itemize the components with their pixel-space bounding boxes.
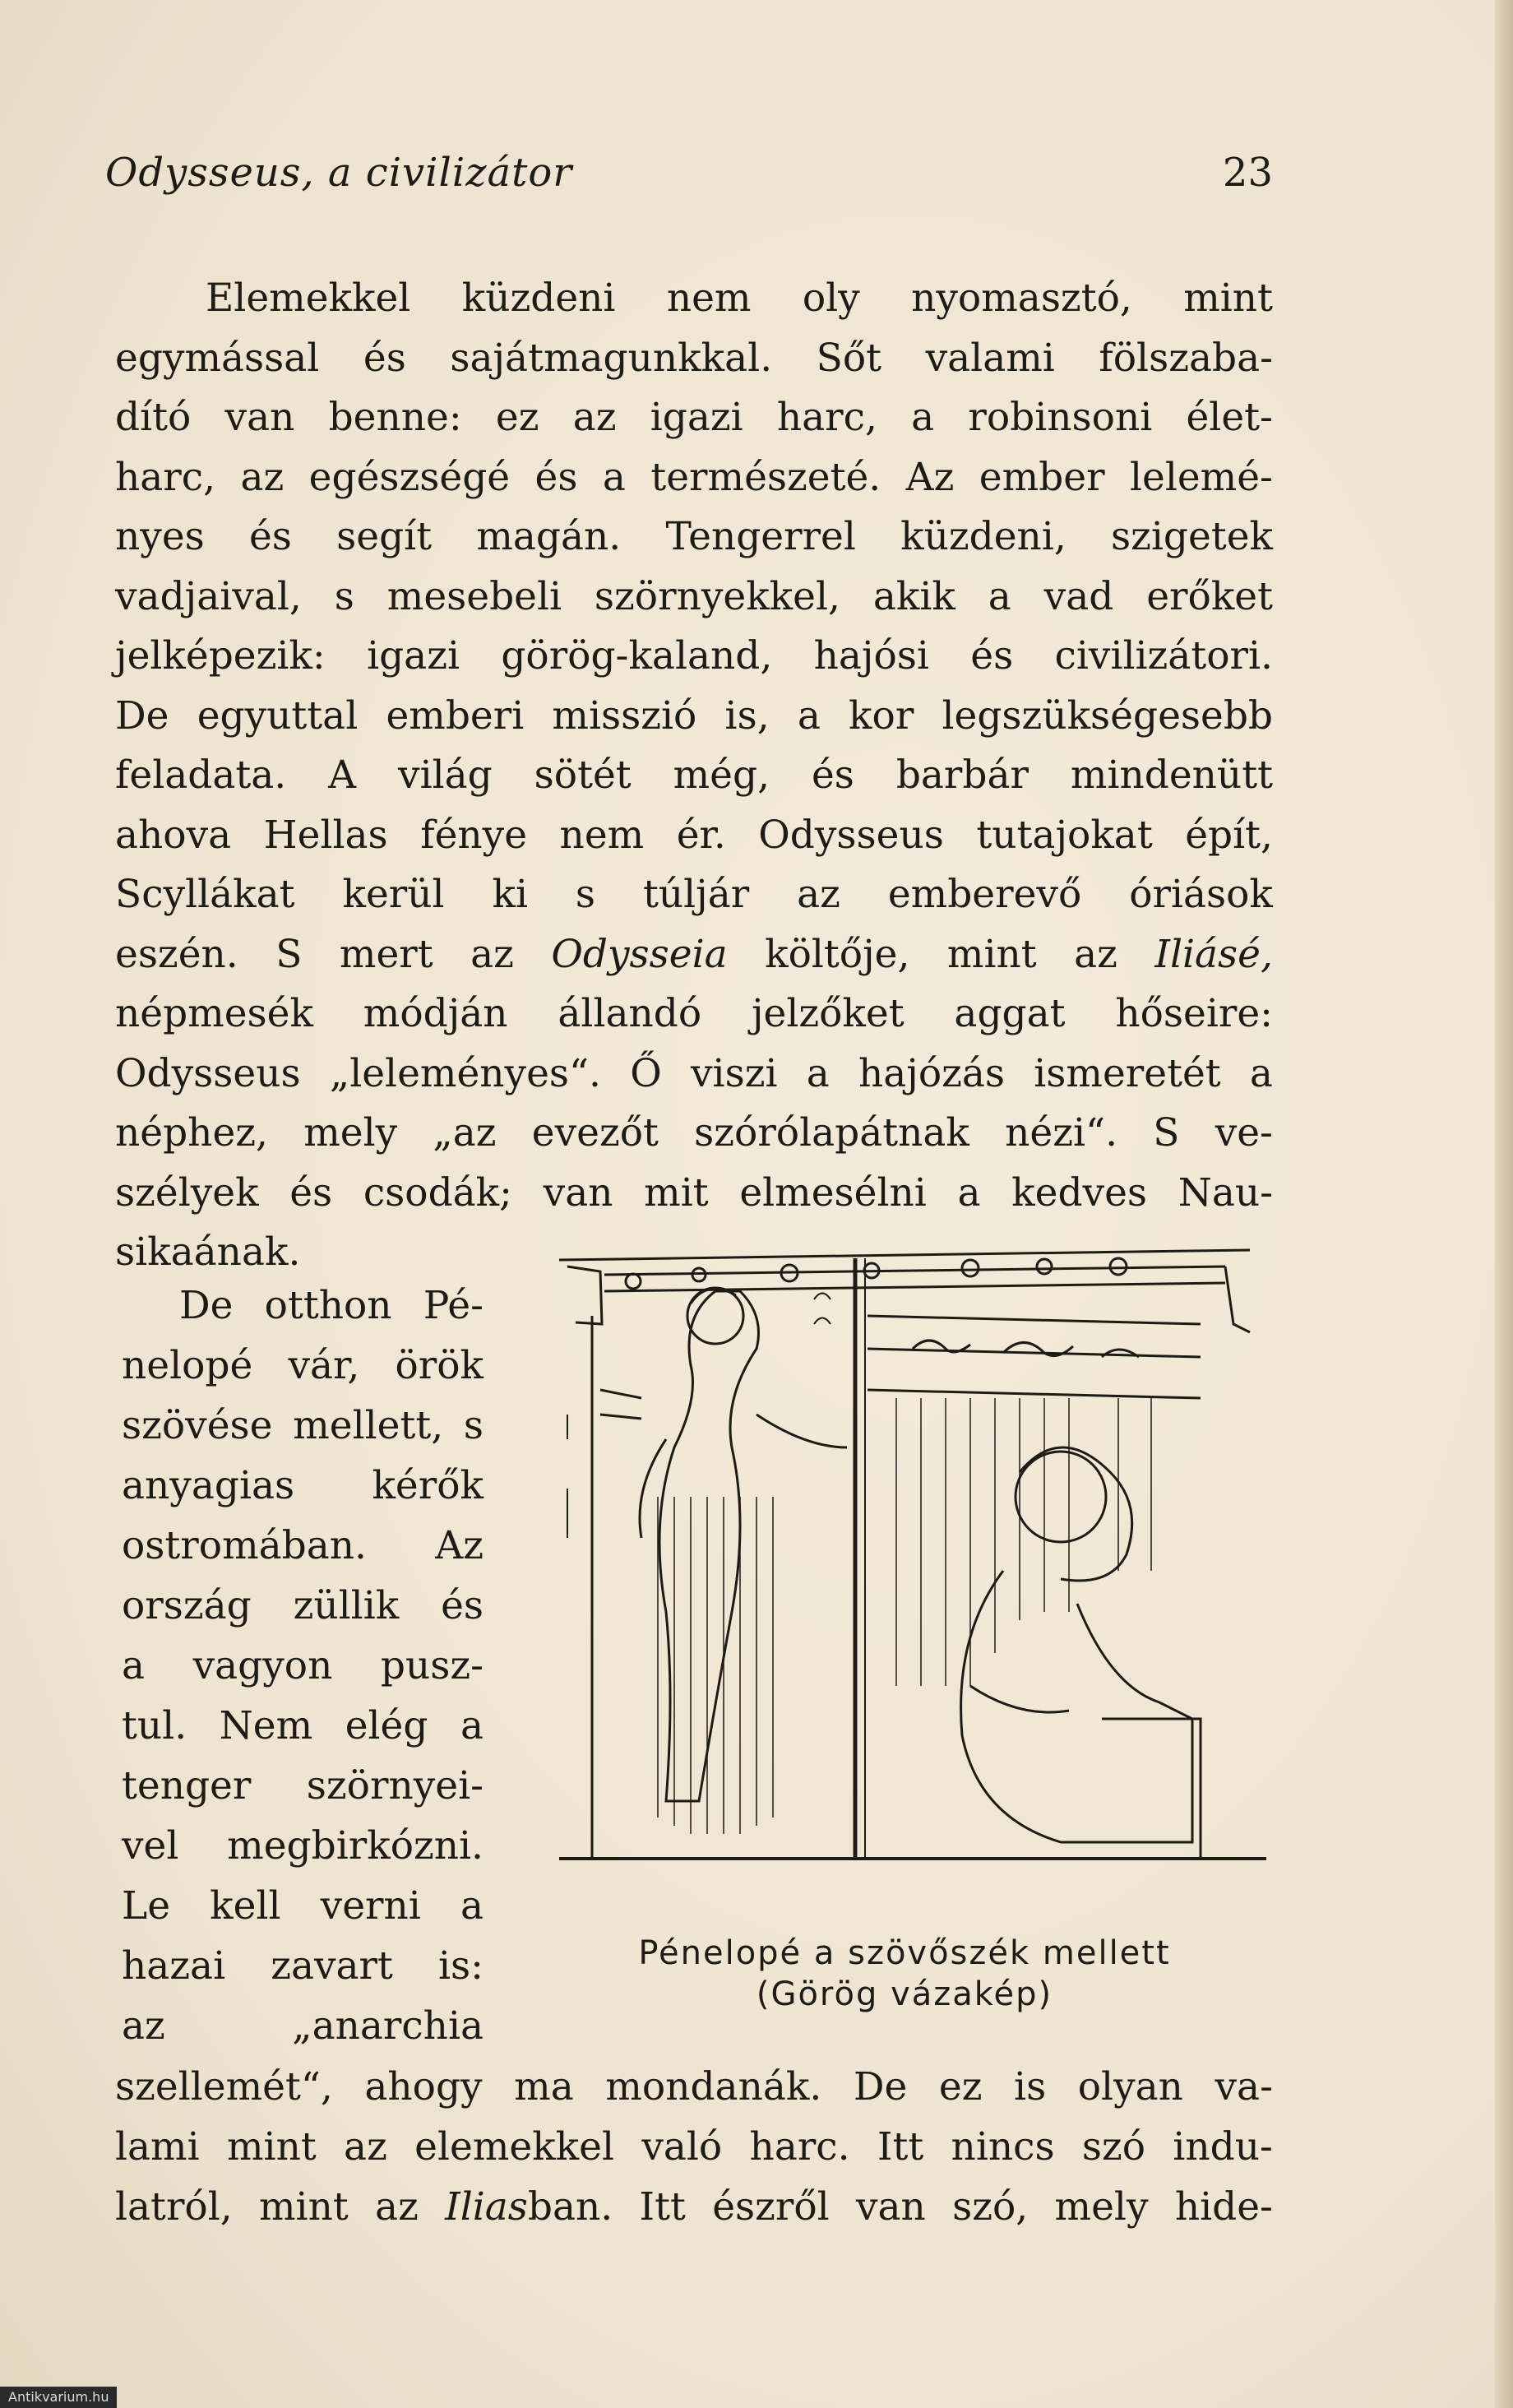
word: olyan <box>1077 2064 1183 2109</box>
word: küzdeni <box>461 276 616 321</box>
word: Itt <box>639 2184 686 2230</box>
word: Scyllákat <box>115 872 295 917</box>
word: viszi <box>690 1051 778 1096</box>
word: Odysseus <box>115 1051 301 1096</box>
word: az <box>344 2124 387 2170</box>
word: a <box>602 455 626 500</box>
word: Hellas <box>263 813 388 858</box>
word: tutajokat <box>976 813 1153 858</box>
word: épít, <box>1185 813 1273 858</box>
word: sötét <box>534 752 632 798</box>
word: megbirkózni. <box>227 1823 484 1869</box>
word: erőket <box>1146 574 1273 619</box>
word: módján <box>363 991 508 1036</box>
word: szó, <box>952 2184 1029 2230</box>
word: lami <box>115 2124 200 2170</box>
word: szórólapátnak <box>694 1110 969 1155</box>
word: vadjaival, <box>115 574 302 619</box>
word: magán. <box>476 514 622 559</box>
word: küzdeni, <box>900 514 1067 559</box>
text-line <box>179 1279 484 1333</box>
text-line <box>122 1879 484 1933</box>
word: kell <box>210 1883 281 1929</box>
word: örök <box>395 1343 484 1388</box>
word: van <box>543 1170 613 1216</box>
word: a <box>122 1643 146 1688</box>
text-line <box>115 2180 1273 2234</box>
word: Tengerrel <box>665 514 856 559</box>
word: a <box>797 693 821 739</box>
word: zavart <box>271 1943 393 1989</box>
figure-caption <box>567 1933 1242 2015</box>
word: Itt <box>877 2124 924 2170</box>
word: hajósi <box>813 633 929 678</box>
word: szörnyei- <box>306 1763 484 1808</box>
word: szigetek <box>1111 514 1273 559</box>
word: népmesék <box>115 991 313 1036</box>
word: szellemét“, <box>115 2064 333 2109</box>
word: egyuttal <box>197 693 359 739</box>
word: valami <box>925 336 1055 381</box>
word: és <box>534 455 578 500</box>
text-line <box>122 1999 484 2054</box>
word: ki <box>492 872 528 917</box>
word: nem <box>559 813 645 858</box>
word: kérők <box>372 1463 484 1508</box>
word: Az <box>435 1523 484 1568</box>
word: indu- <box>1173 2124 1273 2170</box>
word: az <box>572 395 617 440</box>
text-line <box>115 629 1273 683</box>
text-line <box>122 1759 484 1813</box>
word: Odysseus <box>758 813 944 858</box>
word: vagyon <box>192 1643 333 1688</box>
word: ér. <box>676 813 726 858</box>
word: állandó <box>558 991 702 1036</box>
text-line <box>115 987 1273 1041</box>
word: és <box>248 514 292 559</box>
text-line <box>206 271 1273 326</box>
word: feladata. <box>115 752 287 798</box>
word: és <box>970 633 1014 678</box>
word: kor <box>849 693 914 739</box>
word: a <box>460 1883 484 1929</box>
word: vel <box>122 1823 179 1869</box>
word: lelemé- <box>1129 455 1273 500</box>
word: De <box>853 2064 908 2109</box>
word: szörnyekkel, <box>594 574 840 619</box>
word: akik <box>872 574 955 619</box>
word: szélyek <box>115 1170 259 1216</box>
word: a <box>988 574 1011 619</box>
text-line <box>122 1639 484 1693</box>
text-line <box>122 1819 484 1873</box>
word: segít <box>336 514 433 559</box>
text-line <box>115 928 1273 982</box>
word: A <box>328 752 357 798</box>
word: elmesélni <box>739 1170 927 1216</box>
chapter-title: Odysseus, a civilizátor <box>105 150 573 196</box>
word: túljár <box>642 872 750 917</box>
word: tul. <box>122 1703 187 1748</box>
word: költője, <box>765 932 910 977</box>
text-line <box>122 1399 484 1453</box>
word: mesebeli <box>386 574 562 619</box>
word: nincs <box>951 2124 1055 2170</box>
word: latról, <box>115 2184 233 2230</box>
text-line <box>115 451 1273 505</box>
word: aggat <box>954 991 1066 1036</box>
word: mely <box>303 1110 398 1155</box>
word: hőseire: <box>1115 991 1273 1036</box>
text-line <box>115 748 1273 803</box>
word: is <box>1014 2064 1047 2109</box>
word: mellett, <box>293 1403 444 1448</box>
word: Pé- <box>423 1283 484 1328</box>
word: sajátmagunkkal. <box>450 336 773 381</box>
word: ahova <box>115 813 232 858</box>
word: verni <box>320 1883 421 1929</box>
word: emberevő <box>887 872 1082 917</box>
word: élet- <box>1186 395 1273 440</box>
word: Nem <box>219 1703 313 1748</box>
word: mely <box>1054 2184 1149 2230</box>
word: kerül <box>342 872 445 917</box>
word: fölszaba- <box>1099 336 1273 381</box>
word: néphez, <box>115 1110 268 1155</box>
word: van <box>224 395 295 440</box>
word: nem <box>666 276 752 321</box>
word: a <box>806 1051 830 1096</box>
word: S <box>1153 1110 1180 1155</box>
word: pusz- <box>380 1643 484 1688</box>
word: Az <box>905 455 955 500</box>
word: mint <box>258 2184 349 2230</box>
text-line <box>122 1519 484 1573</box>
text-line <box>122 1459 484 1513</box>
text-line <box>115 1166 1273 1220</box>
caption-source: (Görög vázakép) <box>756 1975 1053 2013</box>
word: mint <box>1183 276 1273 321</box>
word: is, <box>724 693 770 739</box>
watermark: Antikvarium.hu <box>0 2387 117 2408</box>
word: „anarchia <box>292 2003 484 2049</box>
word: fénye <box>420 813 528 858</box>
word: ve- <box>1215 1110 1273 1155</box>
word: nyomasztó, <box>911 276 1132 321</box>
word: ahogy <box>364 2064 483 2109</box>
word: ma <box>514 2064 574 2109</box>
text-line <box>115 510 1273 564</box>
word: jelzőket <box>751 991 905 1036</box>
text-line <box>115 2060 1273 2114</box>
word: a <box>911 395 935 440</box>
word: szövése <box>122 1403 273 1448</box>
text-line <box>115 689 1273 743</box>
word: az <box>375 2184 419 2230</box>
word: mindenütt <box>1070 752 1273 798</box>
word: „leleményes“. <box>329 1051 601 1096</box>
word: való <box>641 2124 723 2170</box>
text-line <box>115 570 1273 624</box>
word: sikaának. <box>115 1229 301 1275</box>
word: va- <box>1215 2064 1273 2109</box>
word: De <box>179 1283 234 1328</box>
word: ismeretét <box>1034 1051 1221 1096</box>
word: oly <box>802 276 860 321</box>
word: egymással <box>115 336 320 381</box>
word: ember <box>979 455 1105 500</box>
word: civilizátori. <box>1054 633 1273 678</box>
word: ostromában. <box>122 1523 367 1568</box>
word: mondanák. <box>605 2064 822 2109</box>
word: ország <box>122 1583 252 1628</box>
word: elemekkel <box>414 2124 615 2170</box>
word: nézi“. <box>1005 1110 1118 1155</box>
word: a <box>1249 1051 1273 1096</box>
word: S <box>275 932 303 977</box>
word: igazi <box>367 633 460 678</box>
word: De <box>115 693 169 739</box>
word: Elemekkel <box>206 276 411 321</box>
word: csodák; <box>363 1170 512 1216</box>
word: Le <box>122 1883 171 1929</box>
word: barbár <box>895 752 1029 798</box>
text-line <box>115 391 1273 445</box>
word: züllik <box>293 1583 400 1628</box>
word: a <box>957 1170 981 1216</box>
vase-illustration-penelope-loom <box>543 1225 1283 1933</box>
word: mert <box>339 932 433 977</box>
word: Sőt <box>816 336 882 381</box>
caption-title: Pénelopé a szövőszék mellett <box>638 1934 1171 1972</box>
word: mint <box>946 932 1037 977</box>
word: tenger <box>122 1763 252 1808</box>
word: hazai <box>122 1943 226 1989</box>
word: s <box>334 574 354 619</box>
word: van <box>855 2184 926 2230</box>
word: harc, <box>115 455 216 500</box>
word: mint <box>226 2124 317 2170</box>
word: robinsoni <box>968 395 1153 440</box>
word: ez <box>938 2064 983 2109</box>
text-line <box>115 868 1273 922</box>
word: és <box>363 336 406 381</box>
word: Iliasban. <box>445 2184 613 2230</box>
word: Nau- <box>1178 1170 1273 1216</box>
word: dító <box>115 395 192 440</box>
text-line <box>115 331 1273 386</box>
word: Odysseia <box>551 932 728 977</box>
word: nyes <box>115 514 205 559</box>
word: mit <box>644 1170 709 1216</box>
word: misszió <box>552 693 697 739</box>
word: és <box>441 1583 484 1628</box>
word: hide- <box>1174 2184 1273 2230</box>
word: legszükségesebb <box>942 693 1273 739</box>
word: természeté. <box>650 455 881 500</box>
word: hajózás <box>858 1051 1006 1096</box>
word: az <box>240 455 285 500</box>
word: kedves <box>1011 1170 1148 1216</box>
text-line <box>115 1047 1273 1101</box>
running-head <box>105 150 1273 207</box>
text-line <box>122 1339 484 1393</box>
word: szó <box>1081 2124 1146 2170</box>
word: és <box>289 1170 333 1216</box>
word: evezőt <box>531 1110 659 1155</box>
word: harc. <box>749 2124 850 2170</box>
word: görög-kaland, <box>501 633 773 678</box>
word: anyagias <box>122 1463 295 1508</box>
text-line <box>122 1939 484 1994</box>
text-line <box>122 1579 484 1633</box>
word: is: <box>437 1943 484 1989</box>
text-line <box>115 808 1273 863</box>
word: emberi <box>386 693 525 739</box>
word: s <box>575 872 596 917</box>
word: az <box>122 2003 165 2049</box>
word: elég <box>345 1703 428 1748</box>
word: észről <box>712 2184 830 2230</box>
word: benne: <box>328 395 462 440</box>
text-line <box>115 2120 1273 2174</box>
word: eszén. <box>115 932 238 977</box>
word: egészségé <box>308 455 511 500</box>
word: a <box>460 1703 484 1748</box>
page-edge-shadow <box>1495 0 1513 2408</box>
word: Iliásé, <box>1154 932 1273 977</box>
word: az <box>797 872 840 917</box>
word: s <box>463 1403 484 1448</box>
word: igazi <box>650 395 743 440</box>
text-line <box>122 1699 484 1753</box>
word: nelopé <box>122 1343 253 1388</box>
word: harc, <box>776 395 877 440</box>
word: „az <box>433 1110 497 1155</box>
word: ez <box>495 395 539 440</box>
word: az <box>470 932 514 977</box>
word: vár, <box>288 1343 360 1388</box>
word: és <box>811 752 854 798</box>
word: Ő <box>630 1051 662 1096</box>
word: óriások <box>1129 872 1273 917</box>
word: vad <box>1043 574 1114 619</box>
page-number: 23 <box>1222 150 1273 196</box>
word: még, <box>673 752 770 798</box>
word: otthon <box>264 1283 392 1328</box>
word: az <box>1074 932 1117 977</box>
text-line <box>115 1106 1273 1160</box>
word: világ <box>398 752 493 798</box>
word: jelképezik: <box>115 633 326 678</box>
